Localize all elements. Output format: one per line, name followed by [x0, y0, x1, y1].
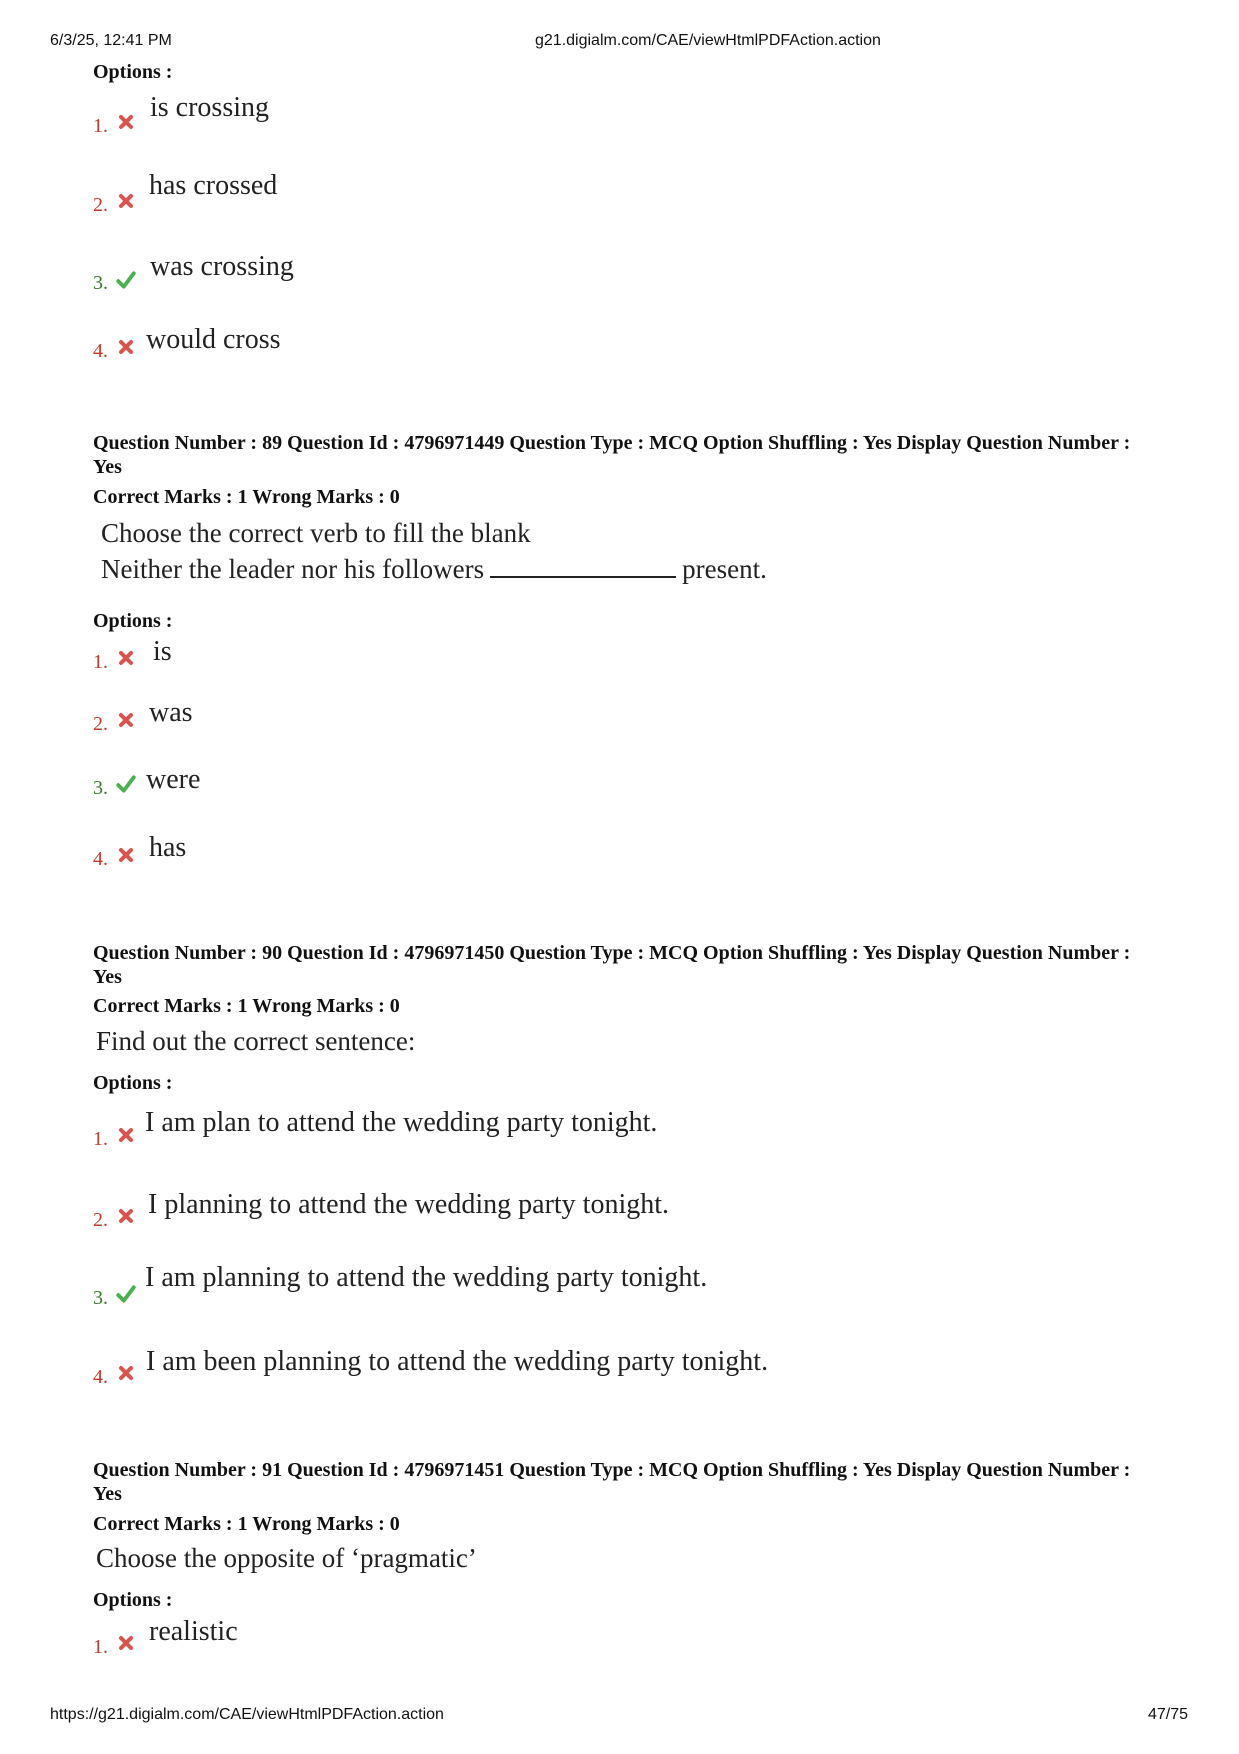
option-text: I planning to attend the wedding party tonight. [148, 1189, 670, 1220]
option-number: 2. [93, 713, 108, 735]
correct-check-icon [116, 270, 136, 290]
wrong-cross-icon [117, 192, 135, 210]
question-meta: Question Number : 91 Question Id : 4796971451 Question Type : MCQ Option Shuffling : Yes Display Question Number : Yes [93, 1459, 1131, 1505]
wrong-cross-icon [117, 1126, 135, 1144]
option-number: 1. [93, 651, 108, 673]
wrong-cross-icon [117, 338, 135, 356]
option-number: 4. [93, 848, 108, 870]
print-footer-url: https://g21.digialm.com/CAE/viewHtmlPDFAction.action [50, 1706, 444, 1723]
option-text: I am planning to attend the wedding party tonight. [145, 1262, 708, 1293]
question-stem [101, 516, 767, 586]
wrong-cross-icon [117, 1207, 135, 1225]
options-label: Options : [93, 610, 173, 632]
correct-check-icon [116, 1284, 136, 1304]
wrong-cross-icon [117, 113, 135, 131]
option-text: were [146, 764, 201, 795]
question-marks: Correct Marks : 1 Wrong Marks : 0 [93, 1513, 400, 1535]
option-number: 3. [93, 1287, 108, 1309]
option-number: 4. [93, 1366, 108, 1388]
stem-line: Choose the correct verb to fill the blank [101, 518, 531, 548]
wrong-cross-icon [117, 711, 135, 729]
option-number: 3. [93, 272, 108, 294]
option-number: 2. [93, 1209, 108, 1231]
question-marks: Correct Marks : 1 Wrong Marks : 0 [93, 486, 400, 508]
options-label: Options : [93, 1072, 173, 1094]
stem-line [101, 550, 767, 586]
wrong-cross-icon [117, 649, 135, 667]
option-text: is [153, 636, 172, 667]
option-number: 1. [93, 1636, 108, 1658]
option-text: has [149, 832, 187, 863]
option-text: realistic [149, 1616, 238, 1647]
option-text: has crossed [149, 170, 278, 201]
wrong-cross-icon [117, 1364, 135, 1382]
option-number: 2. [93, 194, 108, 216]
option-text: is crossing [150, 92, 269, 123]
option-text: was [149, 697, 193, 728]
fill-blank [490, 550, 676, 578]
print-datetime: 6/3/25, 12:41 PM [50, 32, 172, 49]
question-meta: Question Number : 89 Question Id : 4796971449 Question Type : MCQ Option Shuffling : Yes Display Question Number : Yes [93, 432, 1131, 478]
option-text: would cross [146, 324, 281, 355]
option-number: 1. [93, 115, 108, 137]
question-meta: Question Number : 90 Question Id : 4796971450 Question Type : MCQ Option Shuffling : Yes Display Question Number : Yes [93, 942, 1131, 988]
wrong-cross-icon [117, 1634, 135, 1652]
option-number: 4. [93, 340, 108, 362]
question-stem: Find out the correct sentence: [96, 1026, 416, 1056]
question-marks: Correct Marks : 1 Wrong Marks : 0 [93, 995, 400, 1017]
option-number: 1. [93, 1128, 108, 1150]
correct-check-icon [116, 774, 136, 794]
option-text: I am plan to attend the wedding party tonight. [145, 1107, 658, 1138]
wrong-cross-icon [117, 846, 135, 864]
option-number: 3. [93, 777, 108, 799]
option-text: I am been planning to attend the wedding party tonight. [146, 1346, 769, 1377]
stem-text: Neither the leader nor his followers [101, 554, 485, 584]
page-number: 47/75 [1148, 1706, 1189, 1723]
print-header-url: g21.digialm.com/CAE/viewHtmlPDFAction.action [535, 32, 881, 49]
options-label: Options : [93, 61, 173, 83]
options-label: Options : [93, 1589, 173, 1611]
question-stem: Choose the opposite of ‘pragmatic’ [96, 1543, 477, 1573]
option-text: was crossing [150, 251, 294, 282]
stem-text: present. [682, 554, 767, 584]
